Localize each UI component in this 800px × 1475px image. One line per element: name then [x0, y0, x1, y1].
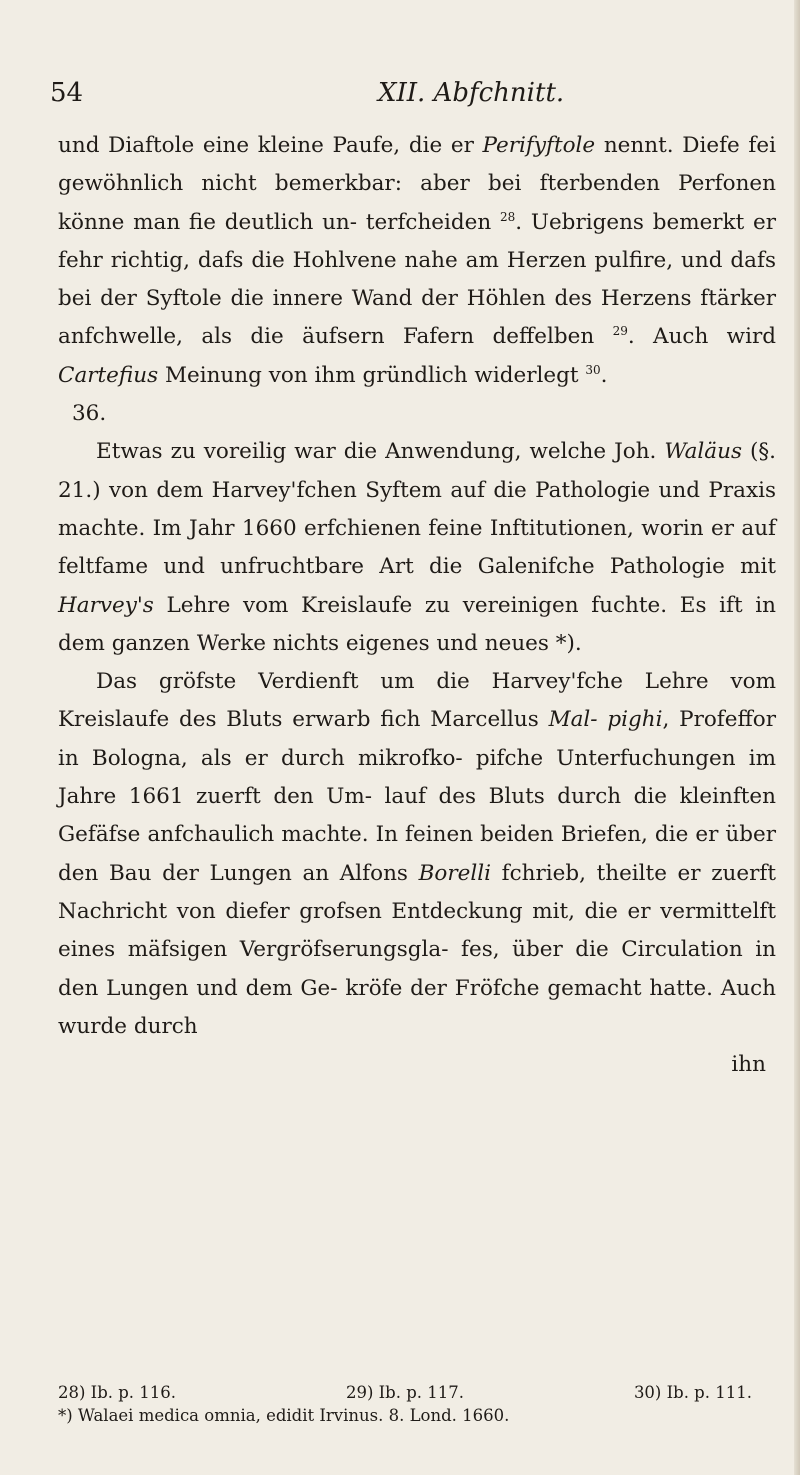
text-segment: bei der Syftole die innere Wand der Höhlen des [58, 286, 593, 312]
footnote-29: 29) Ib. p. 117. [345, 1383, 465, 1402]
text-segment: Borelli [418, 860, 491, 886]
page-edge [794, 0, 800, 1475]
text-segment: Meinung von ihm [158, 362, 356, 388]
text-segment: 30 [585, 362, 601, 377]
text-segment: Cartefius [58, 362, 159, 388]
text-segment: 29 [612, 324, 628, 339]
text-segment: Joh. [614, 439, 665, 465]
text-segment: pifche Unterfuchungen im Jahre 1661 zuerft den Um- [58, 745, 776, 810]
catchword: ihn [731, 1052, 766, 1078]
text-segment: und Diaftole eine kleine Paufe, die er [58, 133, 483, 158]
text-segment: terfcheiden [365, 209, 500, 235]
text-segment: . Auch wird [627, 324, 776, 350]
text-segment: Bau der Lungen an Alfons [109, 860, 419, 886]
paragraph [58, 663, 776, 1046]
paragraph [58, 127, 776, 395]
text-segment: , Profeffor in Bologna, als er durch mikrofko- [58, 707, 776, 771]
footnote-30: 30) Ib. p. 111. [633, 1383, 752, 1402]
paragraph [58, 433, 776, 663]
text-segment: lauf des Bluts durch die kleinften Gefäfse anfchaulich [58, 784, 777, 848]
text-segment: gründlich widerlegt [362, 362, 586, 388]
text-segment: erfchienen feine Inftitutionen, worin er auf feltfame [58, 515, 776, 580]
text-segment: pighi [607, 707, 663, 733]
text-segment: fchrieb, theilte er [490, 860, 701, 886]
section-number: 36. [72, 401, 107, 427]
text-segment: neues *). [484, 630, 582, 656]
text-segment: Herzens ftärker anfchwelle, als die äufsern Fafern [58, 286, 777, 350]
page-header [0, 78, 800, 114]
text-segment: Mal- [548, 707, 598, 733]
text-segment: dafs die Hohlvene nahe am Herzen pulfire, und dafs [197, 247, 776, 273]
footnote-28: 28) Ib. p. 116. [58, 1383, 177, 1402]
text-segment: kröfe der Fröfche gemacht hatte. Auch wurde durch [58, 975, 777, 1039]
text-segment: machte. In feinen beiden Briefen, die er über den [58, 822, 777, 886]
text-segment: und unfruchtbare Art die Galenifche Pathologie mit [163, 554, 776, 580]
footnote-star: *) Walaei medica omnia, edidit Irvinus. 8. Lond. 1660. [58, 1406, 510, 1425]
text-segment: Waläus [664, 439, 742, 465]
body-text [58, 127, 776, 1084]
text-segment: Es ift in dem ganzen Werke nichts eigenes und [58, 592, 776, 656]
text-segment: auf die Pathologie und Praxis machte. Im Jahr 1660 [58, 477, 776, 541]
text-segment: . Uebrigens bemerkt er fehr richtig, [58, 209, 776, 273]
text-segment: . [600, 362, 608, 388]
running-title: XII. Abfchnitt. [378, 78, 565, 108]
footnote-row [58, 1381, 776, 1404]
text-segment: Harvey's [58, 592, 154, 618]
text-segment: 28 [499, 209, 516, 224]
text-segment: bei fterbenden Perfonen könne man fie deutlich un- [58, 171, 777, 235]
text-segment: vom Kreislaufe des Bluts erwarb fich Marcellus [58, 669, 776, 733]
text-segment: Etwas zu voreilig war die Anwendung, welche [96, 439, 607, 465]
text-segment: die er vermittelft eines mäfsigen Vergröfserungsgla- [58, 898, 776, 963]
text-segment: Das gröfste Verdienft um die Harvey'fche Lehre [96, 669, 709, 695]
page-number: 54 [50, 78, 84, 108]
text-segment: fes, über die Circulation in den Lungen und dem Ge- [58, 937, 776, 1001]
text-segment: Perifyftole [482, 133, 596, 158]
text-segment: Lehre vom Kreislaufe zu vereinigen fuchte. [153, 592, 668, 618]
text-segment: nennt. Diefe fei gewöhnlich nicht bemerkbar: aber [58, 133, 776, 197]
footnotes [58, 1381, 776, 1427]
text-segment: zuerft Nachricht von diefer grofsen Entdeckung mit, [58, 860, 777, 924]
text-segment: deffelben [492, 324, 613, 350]
text-segment: (§. 21.) von dem Harvey'fchen Syftem [58, 439, 776, 503]
